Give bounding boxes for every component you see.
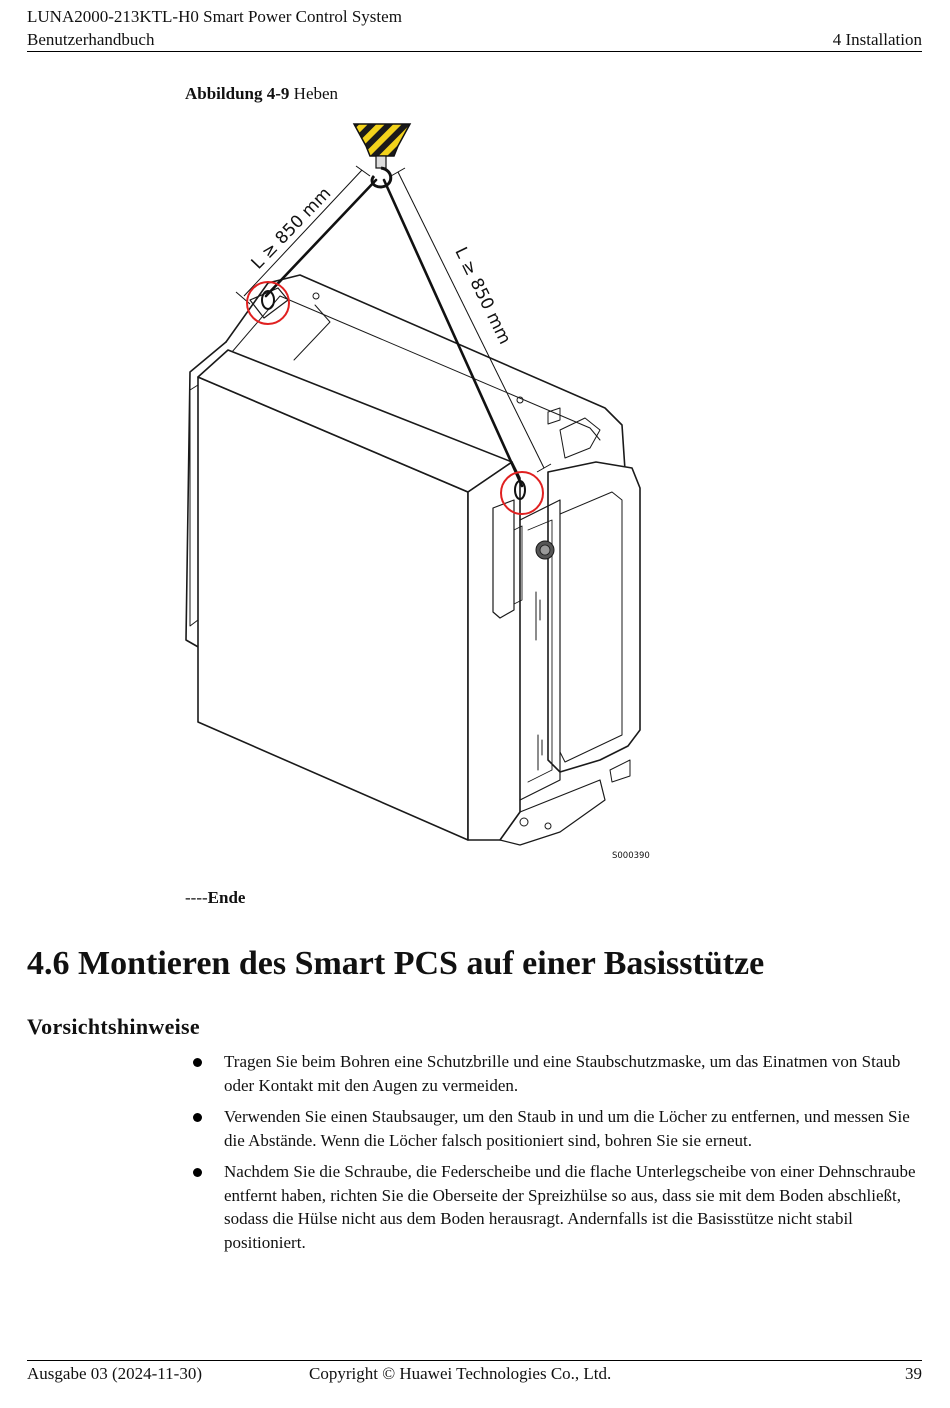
figure-code: S000390 — [612, 851, 650, 861]
list-item-text: Nachdem Sie die Schraube, die Federscheibe und die flache Unterlegscheibe von einer Dehnschraube entfernt haben, richten Sie die Oberseite der Spreizhülse so aus, dass sie mit dem Boden abschließt, sodass die Hülse nicht aus dem Boden herausragt. Andernfalls ist die Basisstütze nicht stabil positioniert. — [224, 1162, 916, 1252]
header-rule — [27, 51, 922, 52]
list-item-text: Verwenden Sie einen Staubsauger, um den Staub in und um die Löcher zu entfernen, und messen Sie die Abstände. Wenn die Löcher falsch positioniert sind, bohren Sie sie erneut. — [224, 1107, 910, 1150]
cabinet-door — [548, 462, 640, 772]
footer-copyright: Copyright © Huawei Technologies Co., Ltd. — [309, 1364, 612, 1383]
list-item — [185, 1050, 920, 1097]
precautions-list — [185, 1050, 920, 1262]
list-item — [185, 1105, 920, 1152]
end-marker-prefix: ---- — [185, 888, 208, 907]
cabinet-front-edge — [468, 462, 520, 840]
footer-page-number: 39 — [905, 1364, 922, 1383]
figure-title: Heben — [293, 84, 339, 103]
dimension-line-right — [398, 172, 544, 468]
figure-caption — [185, 84, 338, 104]
subsection-title: Vorsichtshinweise — [27, 1014, 200, 1039]
header-product-title: LUNA2000-213KTL-H0 Smart Power Control System — [27, 7, 402, 26]
list-item-text: Tragen Sie beim Bohren eine Schutzbrille und eine Staubschutzmaske, um das Einatmen von Staub oder Kontakt mit den Augen zu vermeiden. — [224, 1052, 901, 1095]
end-marker-label: Ende — [207, 888, 246, 907]
bullet-icon — [193, 1058, 202, 1067]
dimension-label-left: L ≥ 850 mm — [247, 183, 336, 274]
header-chapter: 4 Installation — [832, 30, 922, 49]
lifting-figure — [178, 112, 668, 872]
dimension-label-right: L ≥ 850 mm — [450, 244, 515, 348]
end-marker — [185, 888, 245, 908]
bullet-icon — [193, 1113, 202, 1122]
header-manual-name: Benutzerhandbuch — [27, 30, 155, 49]
crane-hook-icon — [354, 124, 410, 187]
bullet-icon — [193, 1168, 202, 1177]
figure-number: Abbildung 4-9 — [185, 84, 290, 103]
footer-edition: Ausgabe 03 (2024-11-30) — [27, 1364, 202, 1383]
footer-rule — [27, 1360, 922, 1361]
section-title: 4.6 Montieren des Smart PCS auf einer Basisstütze — [27, 945, 765, 982]
list-item — [185, 1160, 920, 1254]
